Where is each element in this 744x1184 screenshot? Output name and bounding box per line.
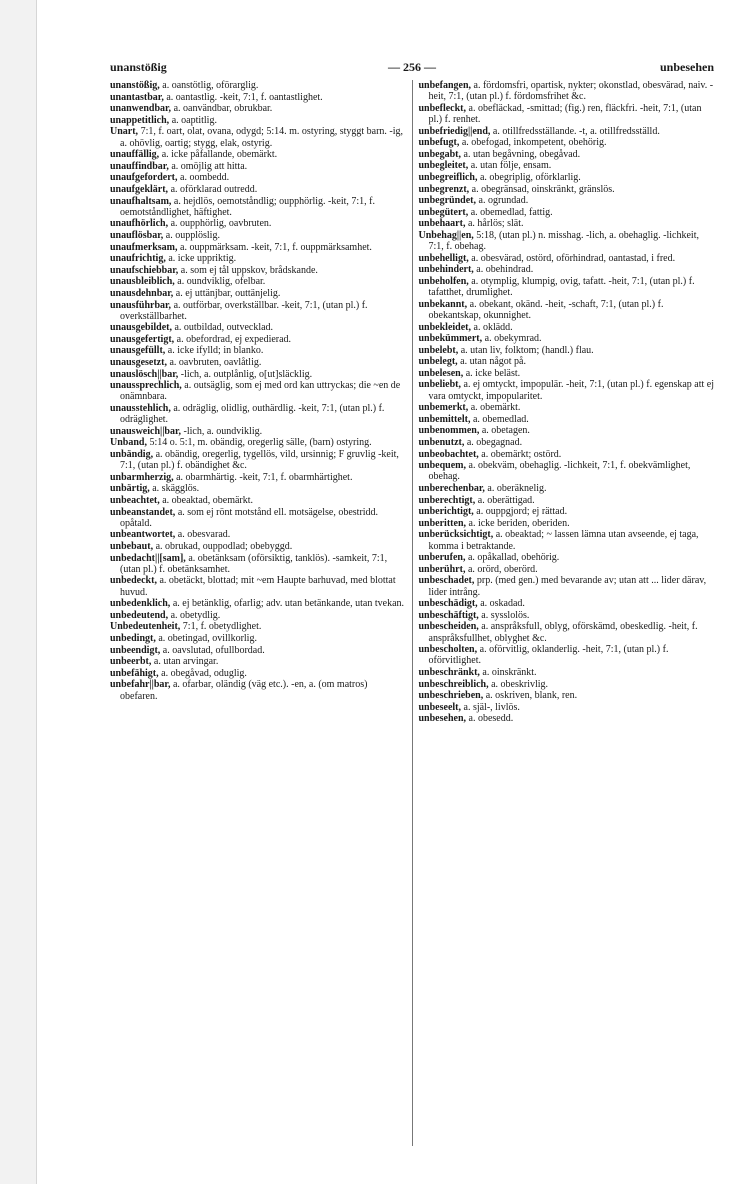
dictionary-entry	[419, 575, 715, 597]
headword: unauflösbar,	[110, 229, 164, 241]
headword: unbehelligt,	[418, 252, 469, 264]
dictionary-entry	[110, 426, 406, 437]
dictionary-entry	[419, 506, 715, 517]
dictionary-entry	[110, 575, 406, 597]
definition: 5:14 o. 5:1, m. obändig, oregerlig sälle, (barn) ostyring.	[149, 437, 372, 449]
dictionary-entry	[419, 460, 715, 482]
headword: unaufhörlich,	[110, 218, 169, 230]
headword: unbekleidet,	[418, 321, 472, 333]
dictionary-entry	[110, 276, 406, 287]
dictionary-entry	[110, 507, 406, 529]
headword: unaufrichtig,	[110, 253, 166, 265]
dictionary-entry	[110, 369, 406, 380]
dictionary-entry	[419, 322, 715, 333]
definition: a. icke ifylld; in blanko.	[167, 345, 264, 357]
definition: a. utan liv, folktom; (handl.) flau.	[460, 344, 594, 356]
headword: unbegreiflich,	[418, 171, 478, 183]
definition: a. obekant, okänd. -heit, -schaft, 7:1, (utan pl.) f. obekantskap, okunnighet.	[428, 298, 664, 321]
headword: unaufmerksam,	[110, 241, 178, 253]
dictionary-entry	[110, 437, 406, 448]
definition: -lich, a. oundviklig.	[183, 425, 263, 437]
headword: unbeschreiblich,	[418, 678, 489, 690]
definition: a. obemärkt; ostörd.	[481, 448, 562, 460]
headword: unbeseelt,	[418, 701, 461, 713]
headword: unbeliebt,	[418, 379, 462, 391]
headword: Unbedeutenheit,	[110, 621, 181, 633]
headword: unbeanstandet,	[110, 506, 176, 518]
definition: a. otillfredsställande. -t, a. otillfredsställd.	[492, 125, 660, 137]
definition: a. icke uppriktig.	[168, 253, 237, 265]
dictionary-entry	[110, 633, 406, 644]
dictionary-entry	[419, 529, 715, 551]
dictionary-entry	[419, 667, 715, 678]
headword: unbeschädigt,	[418, 598, 478, 610]
definition: a. ej betänklig, ofarlig; adv. utan betänkande, utan tvekan.	[172, 598, 405, 610]
dictionary-entry	[419, 379, 715, 401]
headword: unberührt,	[418, 563, 466, 575]
headword: unaufhaltsam,	[110, 195, 172, 207]
definition: a. ogrundad.	[478, 195, 529, 207]
headword: unausgebildet,	[110, 322, 172, 334]
headword: unbändig,	[110, 449, 154, 461]
dictionary-entry	[110, 529, 406, 540]
definition: a. själ-, livlös.	[463, 701, 520, 713]
headword: unbeholfen,	[418, 275, 469, 287]
headword: unausweich||bar,	[110, 425, 182, 437]
dictionary-entry	[110, 230, 406, 241]
definition: a. oupphörlig, oavbruten.	[170, 218, 272, 230]
definition: a. hårlös; slät.	[467, 218, 524, 230]
headword: unbeschrieben,	[418, 690, 484, 702]
dictionary-entry	[419, 621, 715, 643]
definition: a. icke beläst.	[465, 367, 521, 379]
dictionary-entry	[110, 265, 406, 276]
dictionary-entry	[419, 368, 715, 379]
headword: unaufgeklärt,	[110, 183, 169, 195]
dictionary-entry	[419, 610, 715, 621]
definition: a. obefläckad, -smittad; (fig.) ren, fläckfri. -heit, 7:1, (utan pl.) f. renhet.	[428, 102, 702, 125]
definition: a. orörd, oberörd.	[467, 563, 538, 575]
headword: unbegrenzt,	[418, 183, 470, 195]
dictionary-entry	[419, 356, 715, 367]
dictionary-entry	[110, 161, 406, 172]
dictionary-entry	[110, 288, 406, 299]
definition: a. obehindrad.	[476, 264, 534, 276]
headword: unbefähigt,	[110, 667, 159, 679]
dictionary-entry	[110, 115, 406, 126]
headword: unbescheiden,	[418, 621, 479, 633]
headword: unbefahr||bar,	[110, 679, 171, 691]
headword: unbehaart,	[418, 218, 466, 230]
headword: unanwendbar,	[110, 103, 172, 115]
headword: unausgefüllt,	[110, 345, 166, 357]
headword: unbeerbt,	[110, 656, 152, 668]
headword: unberichtigt,	[418, 506, 474, 518]
definition: a. oavslutad, ofullbordad.	[162, 644, 265, 656]
headword: unbeschränkt,	[418, 666, 480, 678]
definition: a. oundviklig, ofelbar.	[177, 276, 266, 288]
definition: a. obeskrivlig.	[491, 678, 549, 690]
headword: unbeachtet,	[110, 495, 160, 507]
dictionary-entry	[110, 483, 406, 494]
definition: a. oberättigad.	[477, 494, 535, 506]
definition: a. oanvändbar, obrukbar.	[173, 103, 273, 115]
columns	[110, 80, 714, 1146]
definition: a. oinskränkt.	[482, 666, 537, 678]
headword: unbelegt,	[418, 356, 458, 368]
dictionary-entry	[419, 333, 715, 344]
right-column	[412, 80, 715, 1146]
scan-margin	[0, 0, 37, 1184]
headword: unbequem,	[418, 460, 467, 472]
headword: unbedeckt,	[110, 575, 157, 587]
dictionary-entry	[110, 103, 406, 114]
definition: a. skägglös.	[152, 483, 200, 495]
dictionary-entry	[419, 160, 715, 171]
dictionary-entry	[419, 253, 715, 264]
definition: a. outsäglig, som ej med ord kan uttryckas; die ~en de onämnbara.	[120, 380, 401, 403]
headword: unbegütert,	[418, 206, 469, 218]
headword: unbebaut,	[110, 541, 154, 553]
definition: a. omöjlig att hitta.	[171, 160, 248, 172]
headword: unantastbar,	[110, 91, 164, 103]
definition: a. ouppmärksam. -keit, 7:1, f. ouppmärksamhet.	[180, 241, 372, 253]
dictionary-entry	[419, 679, 715, 690]
dictionary-entry	[419, 103, 715, 125]
headword: unbarmherzig,	[110, 471, 174, 483]
definition: a. obetagen.	[481, 425, 530, 437]
headword: Unband,	[110, 437, 147, 449]
headword: unbefriedig||end,	[418, 125, 491, 137]
definition: 7:1, f. obetydlighet.	[182, 621, 262, 633]
headword: unauslösch||bar,	[110, 368, 179, 380]
dictionary-entry	[110, 449, 406, 471]
dictionary-entry	[110, 80, 406, 91]
dictionary-entry	[110, 334, 406, 345]
page-header	[110, 58, 714, 80]
definition: a. utan begåvning, obegåvad.	[463, 148, 581, 160]
definition: a. obetydlig.	[170, 609, 221, 621]
dictionary-entry	[419, 299, 715, 321]
headword: unbeschäftigt,	[418, 609, 479, 621]
headword: unbedingt,	[110, 632, 156, 644]
definition: a. oförvitlig, oklanderlig. -heit, 7:1, (utan pl.) f. oförvitlighet.	[428, 644, 669, 667]
definition: a. obekväm, obehaglig. -lichkeit, 7:1, f. obekvämlighet, obehag.	[428, 460, 691, 483]
dictionary-entry	[110, 656, 406, 667]
definition: a. obegriplig, oförklarlig.	[479, 171, 581, 183]
headword: unausführbar,	[110, 299, 172, 311]
definition: a. obegåvad, oduglig.	[161, 667, 247, 679]
definition: a. otymplig, klumpig, ovig, tafatt. -heit, 7:1, (utan pl.) f. tafatthet, drumlighet.	[428, 275, 695, 299]
definition: a. oantastlig. -keit, 7:1, f. oantastlighet.	[166, 91, 323, 103]
dictionary-entry	[110, 495, 406, 506]
headword: unanstößig,	[110, 80, 160, 91]
definition: a. oklädd.	[473, 321, 513, 333]
dictionary-entry	[110, 472, 406, 483]
headword: unberechenbar,	[418, 483, 485, 495]
dictionary-entry	[419, 207, 715, 218]
definition: a. oupplöslig.	[165, 229, 220, 241]
definition: a. obetänksam (oförsiktig, tanklös). -samkeit, 7:1, (utan pl.) f. obetänksamhet.	[120, 552, 388, 575]
dictionary-entry	[419, 564, 715, 575]
definition: -lich, a. outplånlig, o[ut]släcklig.	[180, 368, 313, 380]
dictionary-entry	[419, 425, 715, 436]
definition: a. oberäknelig.	[487, 483, 547, 495]
headword: unberitten,	[418, 517, 466, 529]
dictionary-entry	[419, 184, 715, 195]
dictionary-entry	[419, 483, 715, 494]
definition: a. oanstötlig, oförarglig.	[162, 80, 259, 91]
headword: unbelebt,	[418, 344, 459, 356]
definition: a. utan arvingar.	[153, 656, 219, 668]
headword: unbegründet,	[418, 195, 477, 207]
headword: unaussprechlich,	[110, 380, 182, 392]
headword: unausdehnbar,	[110, 287, 174, 299]
dictionary-entry	[419, 218, 715, 229]
headword: unauffindbar,	[110, 160, 169, 172]
headword: unbekümmert,	[418, 333, 483, 345]
headword: unbeobachtet,	[418, 448, 479, 460]
definition: a. oförklarad outredd.	[170, 183, 258, 195]
headword: unappetitlich,	[110, 114, 170, 126]
header-first-word: unanstößig	[110, 60, 167, 74]
dictionary-entry	[110, 172, 406, 183]
dictionary-entry	[110, 645, 406, 656]
definition: a. obesvarad.	[177, 529, 231, 541]
headword: unbemittelt,	[418, 413, 471, 425]
dictionary-entry	[110, 610, 406, 621]
dictionary-entry	[110, 553, 406, 575]
dictionary-entry	[110, 92, 406, 103]
dictionary-entry	[110, 357, 406, 368]
headword: unbefleckt,	[418, 102, 466, 114]
dictionary-entry	[110, 196, 406, 218]
dictionary-entry	[419, 172, 715, 183]
dictionary-entry	[419, 690, 715, 701]
definition: a. obegränsad, oinskränkt, gränslös.	[471, 183, 615, 195]
headword: unbescholten,	[418, 644, 478, 656]
definition: a. obegagnad.	[466, 437, 523, 449]
definition: a. oskriven, blank, ren.	[485, 690, 578, 702]
dictionary-entry	[419, 195, 715, 206]
dictionary-entry	[110, 253, 406, 264]
definition: 5:18, (utan pl.) n. misshag. -lich, a. obehaglig. -lichkeit, 7:1, f. obehag.	[428, 229, 699, 253]
definition: a. som ej tål uppskov, brådskande.	[180, 264, 318, 276]
definition: a. utan följe, ensam.	[470, 160, 552, 172]
dictionary-entry	[110, 184, 406, 195]
dictionary-entry	[419, 137, 715, 148]
headword: unberechtigt,	[418, 494, 476, 506]
headword: unbehindert,	[418, 264, 474, 276]
definition: 7:1, f. oart, olat, ovana, odygd; 5:14. m. ostyring, styggt barn. -ig, a. ohövlig, oartig; stygg, elak, ostyrig.	[120, 126, 404, 149]
dictionary-entry	[419, 713, 715, 724]
dictionary-entry	[419, 264, 715, 275]
definition: a. obrukad, ouppodlad; obebyggd.	[155, 541, 293, 553]
definition: a. obesedd.	[468, 713, 514, 725]
definition: a. oskadad.	[480, 598, 525, 610]
definition: a. obefordrad, ej expedierad.	[176, 333, 292, 345]
headword: unbärtig,	[110, 483, 150, 495]
left-column	[110, 80, 412, 1146]
definition: a. ej omtyckt, impopulär. -heit, 7:1, (utan pl.) f. egenskap att ej vara omtyckt, impopularitet.	[428, 379, 714, 402]
headword: unbedacht||[sam],	[110, 552, 186, 564]
dictionary-entry	[110, 541, 406, 552]
definition: a. obemärkt.	[470, 402, 521, 414]
dictionary-entry	[110, 149, 406, 160]
dictionary-entry	[419, 402, 715, 413]
dictionary-entry	[419, 702, 715, 713]
definition: a. outförbar, overkställbar. -keit, 7:1, (utan pl.) f. overkställbarhet.	[120, 299, 368, 322]
headword: unberücksichtigt,	[418, 529, 494, 541]
definition: a. oavbruten, oavlåtlig.	[169, 357, 262, 369]
definition: a. obarmhärtig. -keit, 7:1, f. obarmhärtighet.	[176, 471, 353, 483]
dictionary-entry	[110, 242, 406, 253]
headword: unauffällig,	[110, 149, 160, 161]
headword: unausgefertigt,	[110, 333, 175, 345]
headword: unbedenklich,	[110, 598, 171, 610]
dictionary-entry	[419, 598, 715, 609]
definition: a. obetingad, ovillkorlig.	[158, 632, 257, 644]
definition: a. oombedd.	[180, 172, 230, 184]
headword: unbeschadet,	[418, 575, 475, 587]
definition: a. obeaktad; ~ lassen lämna utan avseende, ej taga, komma i betraktande.	[428, 529, 699, 552]
dictionary-entry	[419, 80, 715, 102]
dictionary-entry	[110, 679, 406, 701]
definition: a. obefogad, inkompetent, obehörig.	[461, 137, 607, 149]
definition: a. ofarbar, oländig (väg etc.). -en, a. (om matros) obefaren.	[120, 679, 368, 702]
definition: a. obeaktad, obemärkt.	[162, 495, 254, 507]
dictionary-entry	[110, 621, 406, 632]
dictionary-entry	[419, 552, 715, 563]
definition: a. icke påfallande, obemärkt.	[161, 149, 278, 161]
definition: a. anspråksfull, oblyg, oförskämd, obeskedlig. -heit, f. anspråksfullhet, oblyghet &c.	[428, 621, 698, 644]
headword: unbeendigt,	[110, 644, 161, 656]
dictionary-entry	[110, 403, 406, 425]
definition: prp. (med gen.) med bevarande av; utan att ... lider därav, lider intrång.	[428, 575, 707, 598]
definition: a. fördomsfri, opartisk, nykter; okonstlad, obesvärad, naiv. -heit, 7:1, (utan pl.) f. fördomsfrihet &c.	[428, 80, 714, 103]
headword: unausgesetzt,	[110, 357, 167, 369]
headword: unbekannt,	[418, 298, 468, 310]
dictionary-entry	[110, 668, 406, 679]
dictionary-entry	[419, 495, 715, 506]
definition: a. obemedlad, fattig.	[470, 206, 553, 218]
headword: unbedeutend,	[110, 609, 169, 621]
definition: a. obetäckt, blottad; mit ~em Haupte barhuvad, med blottat huvud.	[120, 575, 396, 598]
dictionary-entry	[419, 644, 715, 666]
definition: a. obändig, oregerlig, tygellös, vild, ursinnig; F gruvlig -keit, 7:1, (utan pl.) f. obändighet &c.	[120, 449, 399, 472]
definition: a. odräglig, olidlig, outhärdlig. -keit, 7:1, (utan pl.) f. odräglighet.	[120, 403, 385, 426]
dictionary-entry	[110, 380, 406, 402]
definition: a. opåkallad, obehörig.	[467, 552, 560, 564]
definition: a. ej uttänjbar, outtänjelig.	[175, 287, 281, 299]
definition: a. obekymrad.	[484, 333, 542, 345]
dictionary-entry	[110, 345, 406, 356]
dictionary-entry	[419, 437, 715, 448]
definition: a. som ej rönt motstånd ell. motsägelse, obestridd. opåtald.	[120, 506, 379, 529]
definition: a. obesvärad, ostörd, oförhindrad, oantastad, i fred.	[471, 252, 676, 264]
headword: unbenutzt,	[418, 437, 465, 449]
definition: a. hejdlös, oemotståndlig; oupphörlig. -keit, 7:1, f. oemotståndlighet, häftighet.	[120, 195, 375, 218]
headword: Unart,	[110, 126, 139, 138]
headword: unbesehen,	[418, 713, 467, 725]
dictionary-entry	[110, 126, 406, 148]
headword: unbelesen,	[418, 367, 464, 379]
headword: unaufschiebbar,	[110, 264, 179, 276]
headword: Unbehag||en,	[418, 229, 474, 241]
header-last-word: unbesehen	[659, 60, 714, 74]
definition: a. obemedlad.	[472, 413, 529, 425]
headword: unbefugt,	[418, 137, 460, 149]
dictionary-entry	[419, 414, 715, 425]
definition: a. oaptitlig.	[171, 114, 217, 126]
headword: unbeantwortet,	[110, 529, 176, 541]
dictionary-entry	[110, 300, 406, 322]
definition: a. icke beriden, oberiden.	[468, 517, 570, 529]
definition: a. utan något på.	[460, 356, 526, 368]
headword: unberufen,	[418, 552, 466, 564]
definition: a. ouppgjord; ej rättad.	[476, 506, 568, 518]
page-number: — 256 —	[388, 60, 436, 74]
dictionary-page	[110, 58, 714, 1148]
headword: unbenommen,	[418, 425, 480, 437]
headword: unausbleiblich,	[110, 276, 175, 288]
definition: a. sysslolös.	[481, 609, 530, 621]
dictionary-entry	[110, 218, 406, 229]
headword: unbefangen,	[418, 80, 472, 91]
headword: unbegleitet,	[418, 160, 469, 172]
dictionary-entry	[110, 322, 406, 333]
dictionary-entry	[419, 345, 715, 356]
dictionary-entry	[419, 276, 715, 298]
dictionary-entry	[419, 230, 715, 252]
dictionary-entry	[110, 598, 406, 609]
headword: unbemerkt,	[418, 402, 469, 414]
dictionary-entry	[419, 126, 715, 137]
dictionary-entry	[419, 149, 715, 160]
headword: unbegabt,	[418, 148, 462, 160]
headword: unaufgefordert,	[110, 172, 178, 184]
headword: unausstehlich,	[110, 403, 171, 415]
dictionary-entry	[419, 518, 715, 529]
dictionary-entry	[419, 449, 715, 460]
definition: a. outbildad, outvecklad.	[174, 322, 274, 334]
